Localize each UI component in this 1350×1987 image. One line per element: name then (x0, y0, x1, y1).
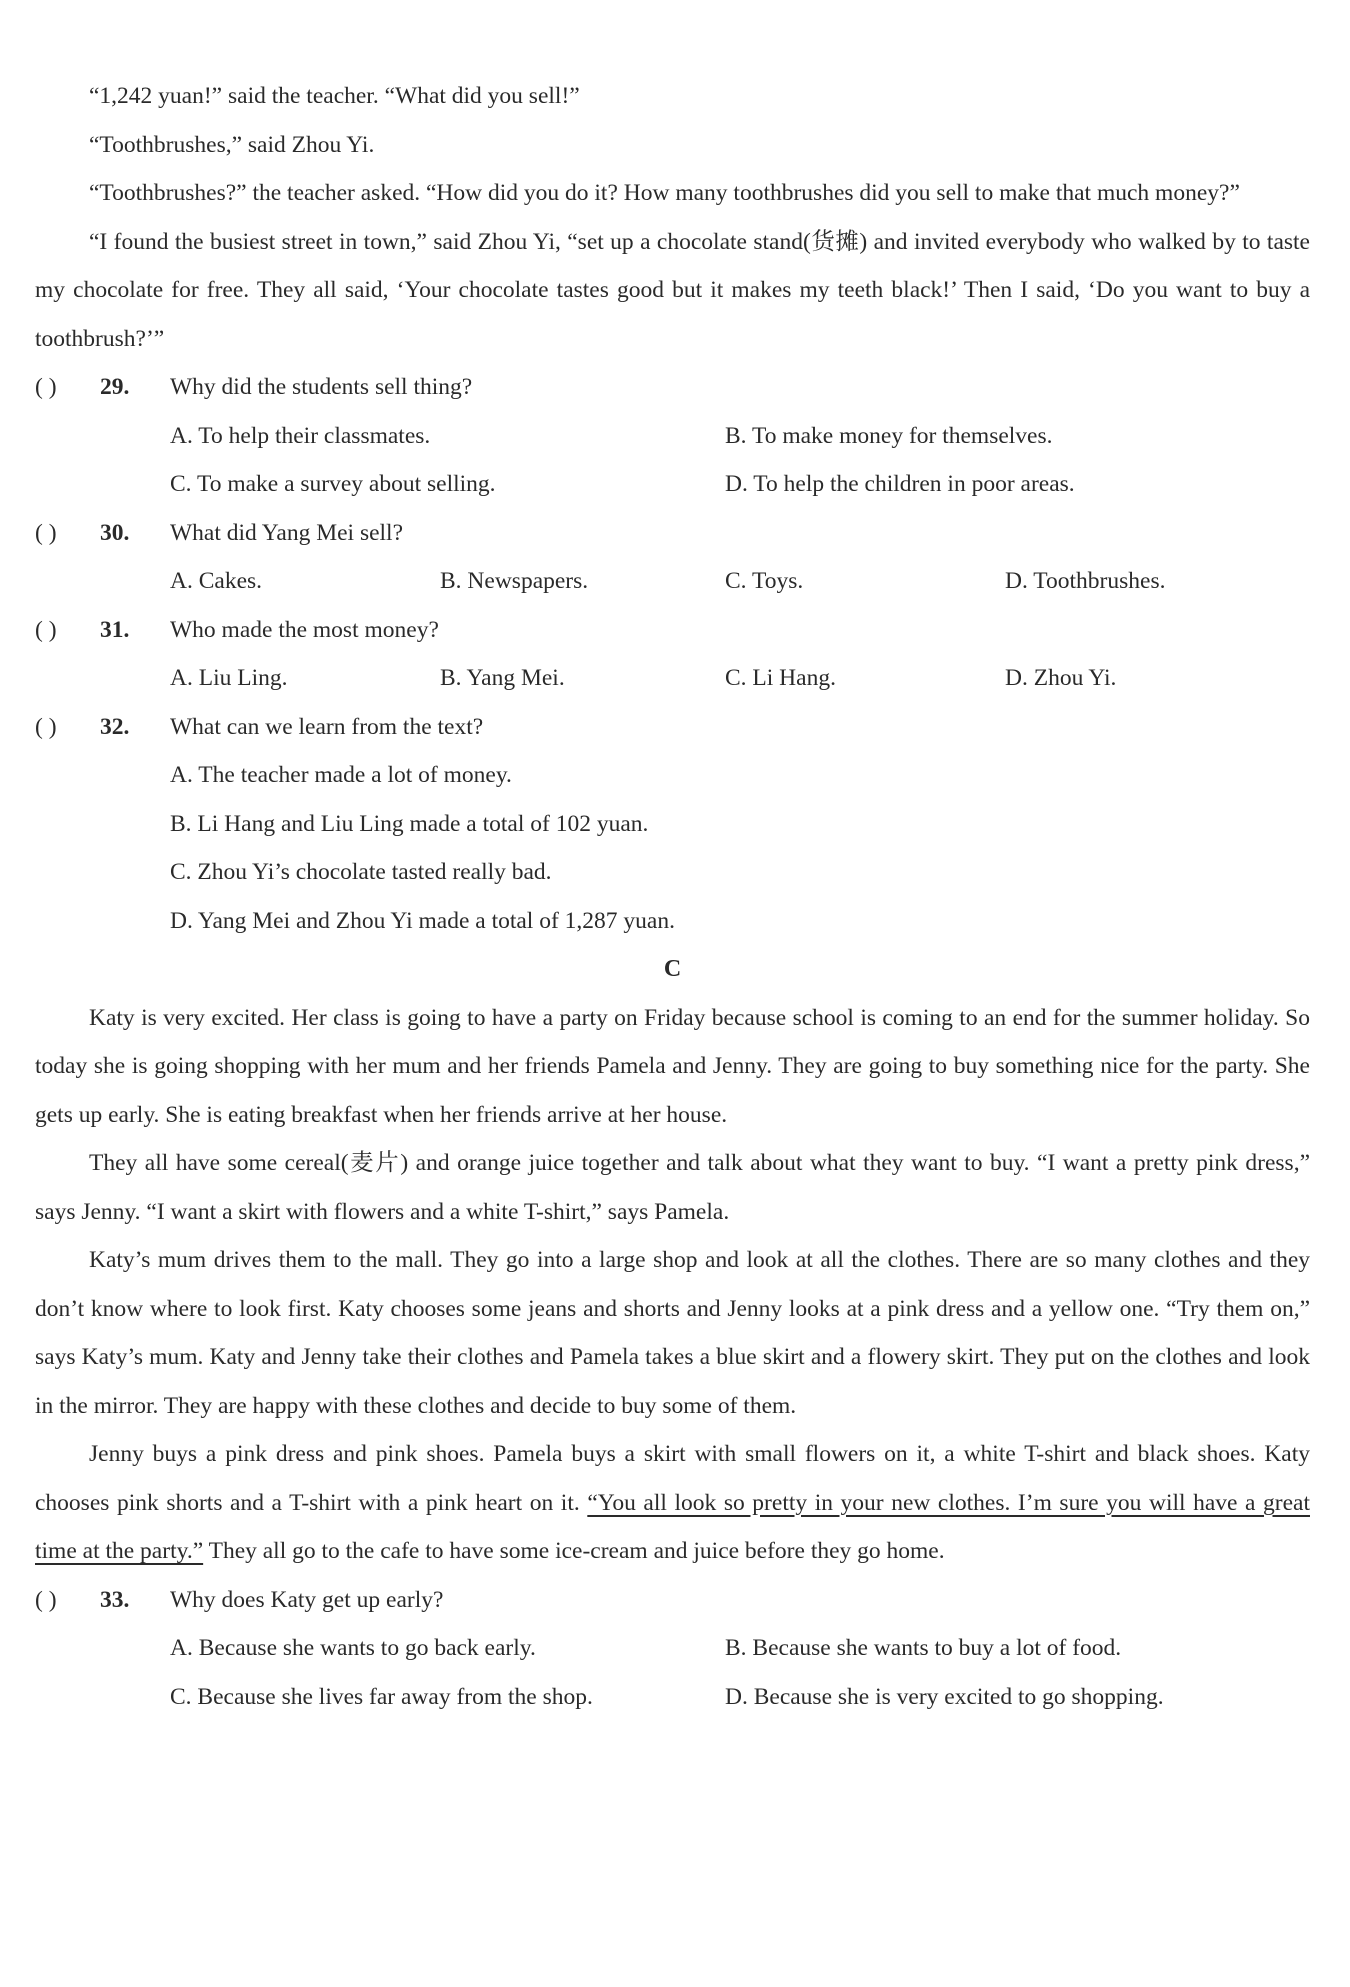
option-b: B. Yang Mei. (440, 665, 565, 691)
options-row (35, 1624, 1310, 1673)
option-c: C. To make a survey about selling. (170, 471, 496, 497)
options-row (35, 897, 1310, 946)
exam-page (35, 72, 1310, 1721)
option-d: D. Zhou Yi. (1005, 665, 1117, 691)
question-31 (35, 606, 1310, 655)
option-a: A. Liu Ling. (170, 665, 288, 691)
paragraph: “Toothbrushes?” the teacher asked. “How did you do it? How many toothbrushes did you sell to make that much money?” (89, 180, 1240, 206)
option-a: A. Because she wants to go back early. (170, 1635, 536, 1661)
option-c: C. Because she lives far away from the shop. (170, 1683, 593, 1710)
question-number: 33. (100, 1586, 130, 1613)
paragraph: Katy’s mum drives them to the mall. They go into a large shop and look at all the clothes. There are so many clothes and they don’t know where to look first. Katy chooses some jeans and shorts and Jenny looks at a pink dress and a yellow one. “Try them on,” says Katy’s mum. Katy and Jenny take their clothes and Pamela takes a blue skirt and a flowery skirt. They put on the clothes and look in the mirror. They are happy with these clothes and decide to buy some of them. (35, 1247, 1310, 1419)
question-29 (35, 363, 1310, 412)
options-row (35, 557, 1310, 606)
question-number: 32. (100, 713, 130, 740)
answer-blank[interactable]: ( ) (35, 519, 57, 546)
question-text: Why does Katy get up early? (170, 1586, 444, 1613)
question-number: 29. (100, 374, 130, 400)
option-b: B. To make money for themselves. (725, 422, 1053, 449)
option-a: A. To help their classmates. (170, 422, 431, 449)
question-number: 31. (100, 616, 130, 643)
options-row (35, 751, 1310, 800)
option-c: C. Zhou Yi’s chocolate tasted really bad. (170, 859, 552, 885)
options-row (35, 848, 1310, 897)
paragraph: Katy is very excited. Her class is going to have a party on Friday because school is coming to an end for the summer holiday. So today she is going shopping with her mum and her friends Pamela and Jenny. They are going to buy something nice for the party. She gets up early. She is eating breakfast when her friends arrive at her house. (35, 1004, 1310, 1128)
section-title: C (663, 956, 682, 982)
answer-blank[interactable]: ( ) (35, 616, 57, 643)
options-row (35, 460, 1310, 509)
paragraph: “I found the busiest street in town,” said Zhou Yi, “set up a chocolate stand(货摊) and invited everybody who walked by to taste my chocolate for free. They all said, ‘Your chocolate tastes good but it makes my teeth black!’ Then I said, ‘Do you want to buy a toothbrush?’” (35, 228, 1310, 352)
option-d: D. Toothbrushes. (1005, 568, 1166, 594)
option-a: A. Cakes. (170, 568, 263, 594)
underlined-sentence: “You all look so pretty in your new clothes. I’m sure you will have a great time at the party.” (35, 1489, 1310, 1564)
option-d: D. To help the children in poor areas. (725, 471, 1075, 497)
paragraph (35, 1430, 1310, 1576)
option-c: C. Toys. (725, 568, 804, 594)
answer-blank[interactable]: ( ) (35, 713, 57, 740)
option-d: D. Because she is very excited to go shopping. (725, 1683, 1164, 1710)
question-number: 30. (100, 519, 130, 546)
options-row (35, 800, 1310, 849)
answer-blank[interactable]: ( ) (35, 1586, 57, 1613)
question-33 (35, 1576, 1310, 1625)
option-c: C. Li Hang. (725, 665, 836, 691)
option-b: B. Newspapers. (440, 568, 589, 594)
question-text: Who made the most money? (170, 616, 439, 643)
question-32 (35, 703, 1310, 752)
question-text: What did Yang Mei sell? (170, 519, 404, 546)
answer-blank[interactable]: ( ) (35, 374, 57, 400)
paragraph: “Toothbrushes,” said Zhou Yi. (89, 131, 375, 158)
paragraph-text: They all go to the cafe to have some ice-cream and juice before they go home. (203, 1538, 945, 1564)
question-30 (35, 509, 1310, 558)
options-row (35, 1673, 1310, 1722)
options-row (35, 654, 1310, 703)
paragraph-text: Jenny buys a pink dress and pink shoes. Pamela buys a skirt with small flowers on it, a white T-shirt and black shoes. Katy chooses pink shorts and a T-shirt with a pink heart on it. (35, 1441, 1310, 1516)
paragraph: They all have some cereal(麦片) and orange juice together and talk about what they want to buy. “I want a pretty pink dress,” says Jenny. “I want a skirt with flowers and a white T-shirt,” says Pamela. (35, 1150, 1310, 1225)
option-b: B. Li Hang and Liu Ling made a total of 102 yuan. (170, 810, 649, 837)
question-text: What can we learn from the text? (170, 713, 484, 740)
option-d: D. Yang Mei and Zhou Yi made a total of 1,287 yuan. (170, 907, 675, 934)
question-text: Why did the students sell thing? (170, 374, 473, 400)
paragraph: “1,242 yuan!” said the teacher. “What did you sell!” (89, 83, 580, 109)
option-b: B. Because she wants to buy a lot of food. (725, 1635, 1122, 1661)
options-row (35, 412, 1310, 461)
option-a: A. The teacher made a lot of money. (170, 762, 512, 788)
